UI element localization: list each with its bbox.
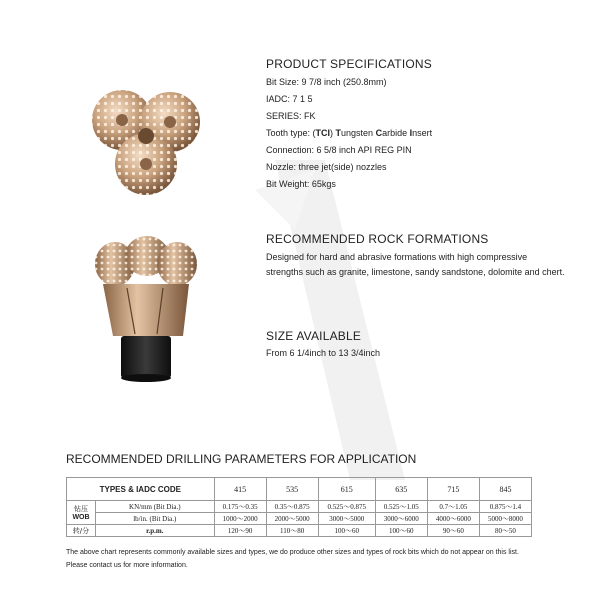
table-cell: 100～60	[318, 525, 375, 537]
table-cell: 3000～6000	[375, 513, 427, 525]
table-cell: 0.875～1.4	[479, 501, 531, 513]
table-cell: 100～60	[375, 525, 427, 537]
types-iadc-header: TYPES & IADC CODE	[67, 478, 215, 501]
connection: Connection: 6 5/8 inch API REG PIN	[266, 145, 412, 155]
bit-size: Bit Size: 9 7/8 inch (250.8mm)	[266, 77, 387, 87]
table-row	[67, 501, 532, 513]
table-cell: 0.525～0.875	[318, 501, 375, 513]
product-specifications-heading: PRODUCT SPECIFICATIONS	[266, 57, 432, 71]
wob-unit-lb: lb/in. (Bit Dia.)	[96, 513, 215, 525]
footnote: The above chart represents commonly available sizes and types, we do produce other sizes and types of rock bits which do not appear on this list. Please contact us for more information.	[66, 549, 519, 569]
nozzle: Nozzle: three jet(side) nozzles	[266, 162, 387, 172]
code-header: 535	[266, 478, 318, 501]
table-cell: 120～90	[214, 525, 266, 537]
code-header: 615	[318, 478, 375, 501]
table-header-row	[67, 478, 532, 501]
watermark-arrow	[255, 160, 405, 480]
table-cell: 1000～2000	[214, 513, 266, 525]
table-cell: 0.175～0.35	[214, 501, 266, 513]
table-row	[67, 525, 532, 537]
code-header: 635	[375, 478, 427, 501]
tricone-bit-side-image	[93, 236, 199, 384]
series: SERIES: FK	[266, 111, 316, 121]
table-cell: 80～50	[479, 525, 531, 537]
size-available-text: From 6 1/4inch to 13 3/4inch	[266, 348, 381, 358]
size-available-heading: SIZE AVAILABLE	[266, 329, 362, 343]
rock-formations-heading: RECOMMENDED ROCK FORMATIONS	[266, 232, 489, 246]
tricone-bit-bottom-image	[88, 86, 204, 202]
table-cell: 0.525～1.05	[375, 501, 427, 513]
wob-label-cell: 钻压 WOB	[67, 501, 96, 525]
code-header: 845	[479, 478, 531, 501]
wob-unit-kn: KN/mm (Bit Dia.)	[96, 501, 215, 513]
iadc-code: IADC: 7 1 5	[266, 94, 313, 104]
rock-formations-text: Designed for hard and abrasive formations with high compressive strengths such as granite, limestone, sandy sandstone, dolomite and chert.	[266, 252, 565, 277]
code-header: 415	[214, 478, 266, 501]
tooth-type: Tooth type: (TCI) Tungsten Carbide Insert	[266, 128, 433, 138]
table-cell: 90～60	[427, 525, 479, 537]
table-cell: 0.35～0.875	[266, 501, 318, 513]
rpm-cn-label: 转/分	[67, 525, 96, 537]
table-row	[67, 513, 532, 525]
code-header: 715	[427, 478, 479, 501]
drilling-parameters-table	[66, 477, 532, 537]
table-cell: 2000～5000	[266, 513, 318, 525]
bit-weight: Bit Weight: 65kgs	[266, 179, 336, 189]
table-cell: 4000～6000	[427, 513, 479, 525]
rpm-label: r.p.m.	[96, 525, 215, 537]
table-cell: 0.7～1.05	[427, 501, 479, 513]
table-cell: 3000～5000	[318, 513, 375, 525]
drilling-parameters-heading: RECOMMENDED DRILLING PARAMETERS FOR APPLICATION	[66, 452, 417, 466]
table-cell: 110～80	[266, 525, 318, 537]
table-cell: 5000～8000	[479, 513, 531, 525]
